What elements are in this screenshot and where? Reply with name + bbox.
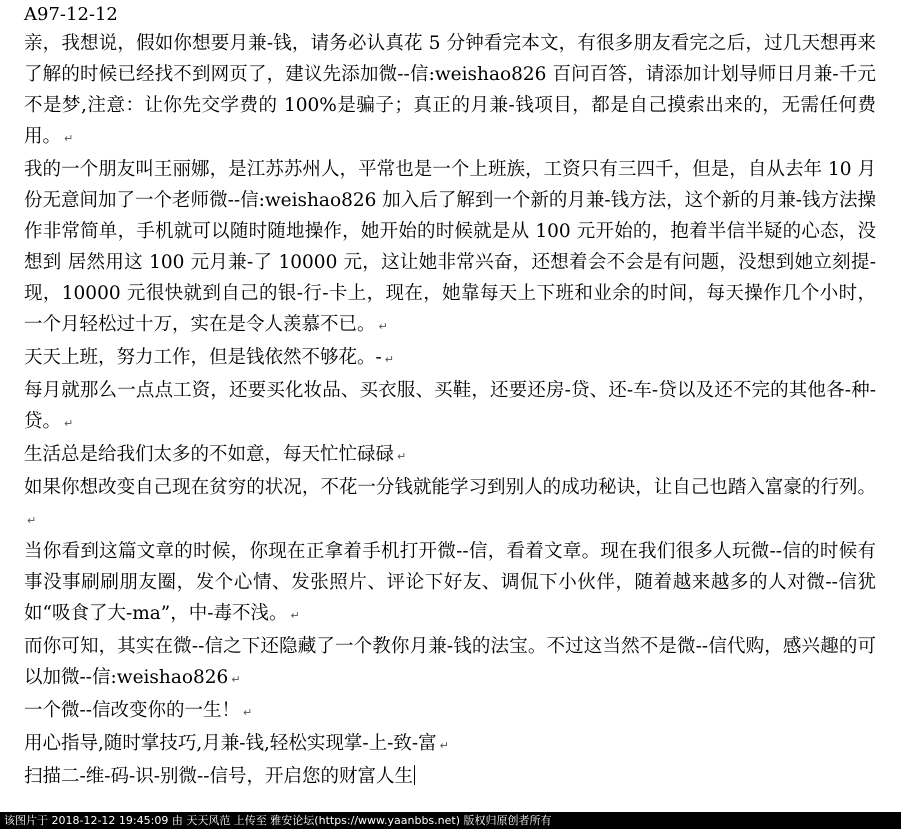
paragraph: [24, 631, 876, 695]
paragraph-text: 而你可知，其实在微--信之下还隐藏了一个教你月兼-钱的法宝。不过这当然不是微--信代购，感兴趣的可以加微--信:weishao826: [24, 636, 876, 688]
paragraph-mark-icon: ↵: [231, 673, 241, 686]
paragraph-text: 每月就那么一点点工资，还要买化妆品、买衣服、买鞋，还要还房-贷、还-车-贷以及还不完的其他各-种-贷。: [24, 380, 876, 432]
paragraph: [24, 695, 876, 728]
paragraph-mark-icon: ↵: [290, 609, 300, 622]
paragraph: [24, 536, 876, 631]
paragraph-text: 亲，我想说，假如你想要月兼-钱，请务必认真花 5 分钟看完本文，有很多朋友看完之后，过几天想再来了解的时候已经找不到网页了，建议先添加微--信:weishao826 百问百答，请添加计划导师日月兼-千元不是梦,注意：让你先交学费的 100%是骗子；真正的月兼-钱项目，都是自己摸索出来的，无需任何费用。: [24, 33, 876, 147]
paragraph-text: 如果你想改变自己现在贫穷的状况，不花一分钱就能学习到别人的成功秘诀，让自己也踏入富豪的行列。: [24, 477, 876, 498]
paragraph-mark-icon: ↵: [64, 417, 74, 430]
watermark-text: 该图片于 2018-12-12 19:45:09 由 天天风范 上传至 雅安论坛(https://www.yaanbbs.net) 版权归原创者所有: [4, 814, 552, 827]
paragraph-text: 生活总是给我们太多的不如意，每天忙忙碌碌: [24, 444, 395, 465]
paragraph-text: 扫描二-维-码-识-别微--信号，开启您的财富人生: [24, 766, 414, 787]
paragraph-text: 天天上班，努力工作，但是钱依然不够花。-: [24, 347, 382, 368]
paragraph-text: 一个微--信改变你的一生！: [24, 700, 241, 721]
paragraph-mark-icon: ↵: [439, 739, 449, 752]
paragraph-mark-icon: ↵: [64, 132, 74, 145]
document-code: A97-12-12: [24, 4, 118, 25]
upload-watermark-bar: [0, 812, 901, 829]
paragraph: [24, 375, 876, 439]
paragraph: [24, 154, 876, 342]
document-body: [24, 28, 876, 792]
paragraph[interactable]: [24, 761, 876, 792]
paragraph: [24, 28, 876, 154]
paragraph-mark-icon: ↵: [378, 320, 388, 333]
paragraph-mark-icon: ↵: [397, 450, 407, 463]
paragraph-text: 当你看到这篇文章的时候，你现在正拿着手机打开微--信，看着文章。现在我们很多人玩微--信的时候有事没事刷刷朋友圈，发个心情、发张照片、评论下好友、调侃下小伙伴，随着越来越多的人对微--信犹如“吸食了大-ma”，中-毒不浅。: [24, 541, 876, 624]
paragraph: [24, 472, 876, 536]
paragraph-mark-icon: ↵: [243, 706, 253, 719]
paragraph: [24, 439, 876, 472]
paragraph-mark-icon: ↵: [27, 514, 37, 527]
paragraph: [24, 342, 876, 375]
paragraph-mark-icon: ↵: [384, 353, 394, 366]
paragraph: [24, 728, 876, 761]
paragraph-text: 我的一个朋友叫王丽娜，是江苏苏州人，平常也是一个上班族，工资只有三四千，但是，自从去年 10 月份无意间加了一个老师微--信:weishao826 加入后了解到一个新的月兼-钱方法，这个新的月兼-钱方法操作非常简单，手机就可以随时随地操作，她开始的时候就是从 100 元开始的，抱着半信半疑的心态，没想到 居然用这 100 元月兼-了 10000 元，这让她非常兴奋，还想着会不会是有问题，没想到她立刻提-现，10000 元很快就到自己的银-行-卡上，现在，她靠每天上下班和业余的时间，每天操作几个小时，一个月轻松过十万，实在是令人羡慕不已。: [24, 159, 876, 335]
text-cursor: [414, 765, 415, 785]
paragraph-text: 用心指导,随时掌技巧,月兼-钱,轻松实现掌-上-致-富: [24, 733, 437, 754]
